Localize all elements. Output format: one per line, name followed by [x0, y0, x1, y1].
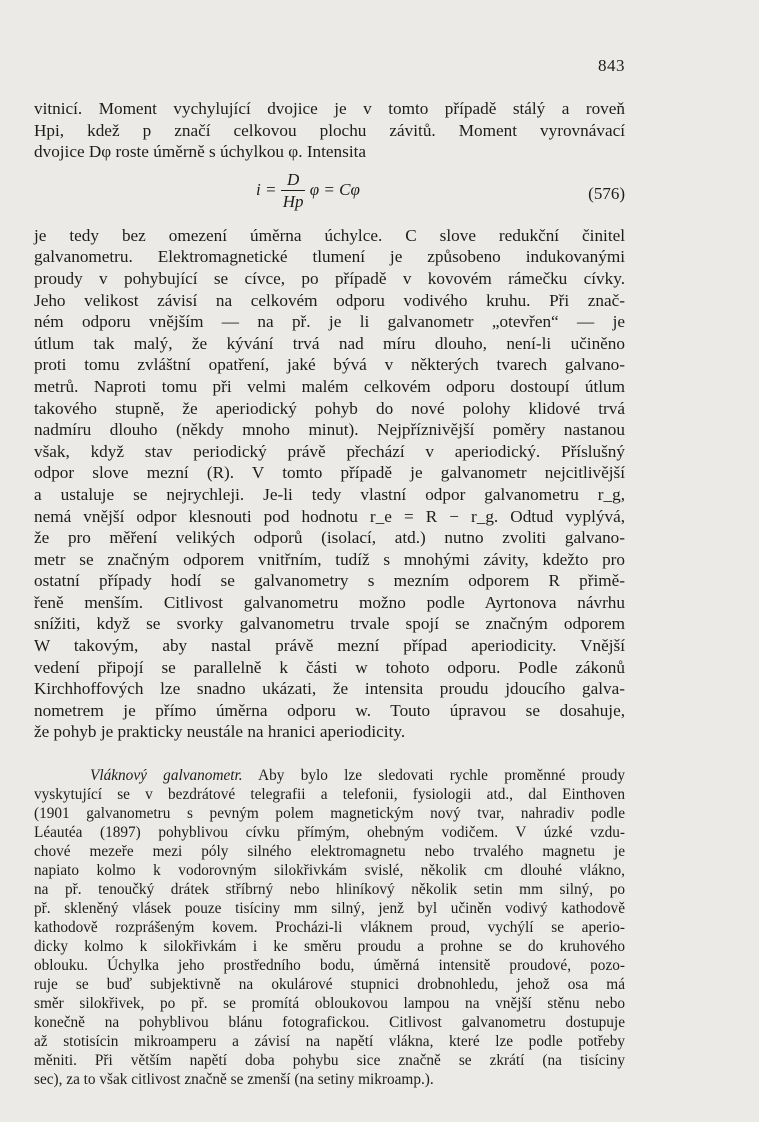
small-text-line: ruje se buď subjektivně na okulárové stupnici drobnohledu, jehož osa má: [34, 976, 625, 993]
small-text-line-content: Aby bylo lze sledovati rychle proměnné proudy: [258, 767, 626, 784]
formula-numerator: D: [281, 169, 306, 192]
text-line: je tedy bez omezení úměrna úchylce. C slove redukční činitel: [34, 225, 625, 245]
formula-fraction: [281, 169, 306, 213]
text-line: že pro měření velikých odporů (isolací, atd.) nutno zvoliti galvano-: [34, 528, 625, 548]
small-text-line: měniti. Při větším napětí doba pohybu sice značně se zkrátí (na tisíciny: [34, 1052, 625, 1069]
text-line: vedení připojí se parallelně k části w tohoto odporu. Podle zákonů: [34, 657, 625, 677]
text-line: Jeho velikost závisí na celkovém odporu vodivého kruhu. Při znač-: [34, 290, 625, 310]
text-line: ostatní případy hodí se galvanometry s mezním odporem R přimě-: [34, 571, 625, 591]
small-text-line: napiato kolmo k vodorovným silokřivkám svislé, několik cm dlouhé vlákno,: [34, 862, 625, 879]
text-line: ném odporu vnějším — na př. je li galvanometr „otevřen“ — je: [34, 312, 625, 332]
formula: [256, 169, 360, 213]
text-line: odpor slove mezní (R). V tomto případě je galvanometr nejcitlivější: [34, 463, 625, 483]
small-text-line: oblouku. Úchylka jeho prostředního bodu, úměrná intensitě proudové, pozo-: [34, 957, 625, 974]
equation-number: (576): [588, 183, 625, 203]
text-line: že pohyb je prakticky neustále na hranici aperiodicity.: [34, 722, 406, 742]
small-text-line: vyskytující se v bezdrátové telegrafii a telefonii, fysiologii atd., dal Einthoven: [34, 786, 625, 803]
formula-denominator: Hp: [282, 192, 304, 212]
text-line: metr se značným odporem vnitřním, tudíž s mnohými závity, kdežto pro: [34, 549, 625, 569]
text-line: vitnicí. Moment vychylující dvojice je v tomto případě stálý a roveň: [34, 99, 625, 118]
small-text-line: směr silokřivek, po př. se promítá obloukovou lampou na vnější stěnu nebo: [34, 995, 625, 1012]
text-line: nometrem je přímo úměrna odporu w. Touto úpravou se dosahuje,: [34, 700, 625, 720]
text-line: metrů. Naproti tomu při velmi malém celkovém odporu dostoupí útlum: [34, 376, 625, 396]
equation-576: [34, 163, 625, 225]
text-line: nemá vnější odpor klesnouti pod hodnotu r_e = R − r_g. Odtud vyplývá,: [34, 506, 625, 526]
page-number: 843: [598, 56, 625, 75]
small-print-section: [34, 766, 625, 1089]
small-text-line: až stotisícin mikroamperu a závisí na napětí vlákna, které lze podle potřeby: [34, 1033, 625, 1050]
text-line: řeně menším. Citlivost galvanometru možno podle Ayrtonova návrhu: [34, 592, 625, 612]
small-text-line: (1901 galvanometru s pevným polem magnetickým nový tvar, nahradiv podle: [34, 805, 625, 822]
small-text-line: Léautéa (1897) pohyblivou cívku přímým, ohebným vodičem. V úzké vzdu-: [34, 824, 625, 841]
text-line: galvanometru. Elektromagnetické tlumení je způsobeno indukovanými: [34, 247, 625, 267]
text-line: W takovým, aby nastal právě mezní případ aperiodicity. Vnější: [34, 636, 625, 656]
text-line: snížiti, když se svorky galvanometru trvale spojí se značným odporem: [34, 614, 625, 634]
section-heading: Vláknový galvanometr.: [90, 767, 243, 784]
text-line: proti tomu zvláštní opatření, jaké bývá v některých tvarech galvano-: [34, 355, 625, 375]
small-text-line: dicky kolmo k silokřivkám i ke směru proudu a prohne se do kruhového: [34, 938, 625, 955]
formula-rhs: φ = Cφ: [309, 179, 360, 199]
small-text-line: konečně na pohyblivou blánu fotografickou. Citlivost galvanometru dostupuje: [34, 1014, 625, 1031]
text-line: dvojice Dφ roste úměrně s úchylkou φ. Intensita: [34, 142, 367, 162]
text-line: takového stupně, že aperiodický pohyb do nové polohy klidové trvá: [34, 398, 625, 418]
small-text-line: sec), za to však citlivost značně se zmenší (na setiny mikroamp.).: [34, 1071, 434, 1088]
formula-lhs: i =: [256, 179, 277, 199]
text-line: však, když stav periodický právě přechází v aperiodický. Příslušný: [34, 441, 625, 461]
text-line: a ustaluje se nejrychleji. Je-li tedy vlastní odpor galvanometru r_g,: [34, 484, 625, 504]
text-line: útlum tak malý, že kývání trvá nad míru dlouho, není-li učiněno: [34, 333, 625, 353]
text-line: proudy v pohybující se cívce, po případě v kovovém rámečku cívky.: [34, 268, 625, 288]
small-text-line: na př. tenoučký drátek stříbrný nebo hliníkový několik setin mm silný, po: [34, 881, 625, 898]
small-text-line: př. skleněný vlásek pouze tisíciny mm silný, jenž byl učiněn vodivý kathodově: [34, 900, 625, 917]
small-text-line: kathodově rozprášeným kovem. Procházi-li vláknem proud, vychýlí se aperio-: [34, 919, 625, 936]
text-line: Kirchhoffových lze snadno ukázati, že intensita proudu jdoucího galva-: [34, 679, 625, 699]
text-line: nadmíru dlouho (někdy mnoho minut). Nejpříznivější poměry nastanou: [34, 420, 625, 440]
small-text-line: chové mezeře mezi póly silného elektromagnetu nebo trvalého magnetu je: [34, 843, 625, 860]
small-text-line: [34, 766, 625, 785]
main-text: [34, 98, 625, 743]
text-line: Hpi, kdež p značí celkovou plochu závitů. Moment vyrovnávací: [34, 120, 625, 140]
